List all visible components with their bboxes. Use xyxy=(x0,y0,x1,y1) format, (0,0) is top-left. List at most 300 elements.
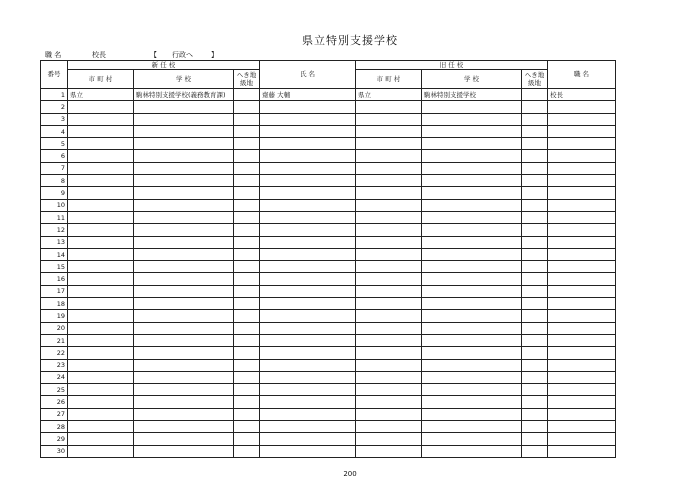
cell-position xyxy=(548,211,616,223)
cell-new-school xyxy=(134,175,234,187)
cell-row-number: 21 xyxy=(41,334,68,346)
cell-new-hekichi xyxy=(234,396,260,408)
cell-name xyxy=(260,285,356,297)
cell-position xyxy=(548,359,616,371)
cell-old-municipality xyxy=(356,187,422,199)
cell-row-number: 16 xyxy=(41,273,68,285)
cell-name xyxy=(260,433,356,445)
cell-new-school xyxy=(134,359,234,371)
shokumei-label: 職 名 xyxy=(45,51,62,59)
cell-new-school xyxy=(134,224,234,236)
cell-new-school xyxy=(134,150,234,162)
cell-row-number: 8 xyxy=(41,175,68,187)
cell-position xyxy=(548,248,616,260)
cell-old-hekichi xyxy=(522,273,548,285)
cell-old-school xyxy=(422,359,522,371)
cell-old-municipality xyxy=(356,421,422,433)
cell-old-hekichi xyxy=(522,89,548,101)
cell-new-municipality xyxy=(68,334,134,346)
cell-name xyxy=(260,199,356,211)
cell-old-hekichi xyxy=(522,322,548,334)
cell-name xyxy=(260,359,356,371)
cell-new-hekichi xyxy=(234,371,260,383)
cell-new-hekichi xyxy=(234,113,260,125)
header-kyuunin: 旧 任 校 xyxy=(356,61,548,70)
table-row xyxy=(41,162,616,174)
table-row xyxy=(41,384,616,396)
cell-row-number: 2 xyxy=(41,101,68,113)
cell-old-school xyxy=(422,285,522,297)
cell-row-number: 3 xyxy=(41,113,68,125)
cell-old-municipality xyxy=(356,285,422,297)
cell-old-hekichi xyxy=(522,113,548,125)
cell-old-municipality xyxy=(356,261,422,273)
table-row xyxy=(41,445,616,457)
cell-old-municipality xyxy=(356,445,422,457)
cell-new-hekichi xyxy=(234,421,260,433)
cell-position xyxy=(548,445,616,457)
cell-old-municipality xyxy=(356,101,422,113)
header-shinnin: 新 任 校 xyxy=(68,61,260,70)
cell-position xyxy=(548,199,616,211)
cell-old-municipality xyxy=(356,408,422,420)
cell-old-municipality xyxy=(356,273,422,285)
bracket-text: 行政へ xyxy=(172,51,193,59)
cell-new-school xyxy=(134,322,234,334)
cell-new-hekichi xyxy=(234,224,260,236)
cell-position xyxy=(548,310,616,322)
cell-position xyxy=(548,285,616,297)
cell-name xyxy=(260,113,356,125)
cell-old-municipality xyxy=(356,113,422,125)
cell-old-hekichi xyxy=(522,433,548,445)
cell-old-school: 駒林特別支援学校 xyxy=(422,89,522,101)
cell-old-school xyxy=(422,408,522,420)
cell-position xyxy=(548,433,616,445)
cell-old-municipality xyxy=(356,125,422,137)
cell-old-municipality xyxy=(356,384,422,396)
table-row xyxy=(41,421,616,433)
bracket-open: 【 xyxy=(150,51,157,59)
cell-old-school xyxy=(422,150,522,162)
cell-new-municipality xyxy=(68,175,134,187)
cell-name xyxy=(260,421,356,433)
cell-new-school xyxy=(134,211,234,223)
cell-name xyxy=(260,175,356,187)
cell-name xyxy=(260,347,356,359)
cell-new-municipality xyxy=(68,408,134,420)
cell-old-municipality xyxy=(356,433,422,445)
cell-position xyxy=(548,125,616,137)
cell-name xyxy=(260,371,356,383)
cell-new-hekichi xyxy=(234,445,260,457)
cell-row-number: 20 xyxy=(41,322,68,334)
cell-position xyxy=(548,273,616,285)
cell-old-hekichi xyxy=(522,445,548,457)
cell-name xyxy=(260,162,356,174)
cell-row-number: 14 xyxy=(41,248,68,260)
cell-name xyxy=(260,101,356,113)
cell-new-municipality xyxy=(68,285,134,297)
bracket-close: 】 xyxy=(211,51,218,59)
cell-row-number: 11 xyxy=(41,211,68,223)
cell-old-school xyxy=(422,433,522,445)
cell-old-school xyxy=(422,334,522,346)
cell-old-hekichi xyxy=(522,421,548,433)
cell-row-number: 5 xyxy=(41,138,68,150)
cell-new-hekichi xyxy=(234,273,260,285)
cell-old-hekichi xyxy=(522,125,548,137)
cell-new-municipality xyxy=(68,433,134,445)
cell-name xyxy=(260,211,356,223)
cell-old-municipality xyxy=(356,138,422,150)
cell-new-school xyxy=(134,261,234,273)
cell-new-school xyxy=(134,384,234,396)
cell-row-number: 13 xyxy=(41,236,68,248)
cell-old-hekichi xyxy=(522,384,548,396)
cell-new-municipality xyxy=(68,421,134,433)
cell-new-school xyxy=(134,298,234,310)
cell-row-number: 22 xyxy=(41,347,68,359)
cell-new-hekichi xyxy=(234,138,260,150)
cell-new-hekichi xyxy=(234,433,260,445)
table-row xyxy=(41,347,616,359)
cell-new-municipality xyxy=(68,224,134,236)
table-row xyxy=(41,211,616,223)
cell-old-hekichi xyxy=(522,162,548,174)
cell-old-hekichi xyxy=(522,224,548,236)
cell-new-school xyxy=(134,125,234,137)
header-shichouson-old: 市 町 村 xyxy=(356,70,422,89)
table-row xyxy=(41,298,616,310)
cell-position xyxy=(548,396,616,408)
table-row xyxy=(41,310,616,322)
header-row-group xyxy=(41,61,616,70)
cell-position xyxy=(548,101,616,113)
cell-position xyxy=(548,322,616,334)
cell-name xyxy=(260,384,356,396)
header-gakkou-old: 学 校 xyxy=(422,70,522,89)
cell-new-school: 駒林特別支援学校(義務教育課) xyxy=(134,89,234,101)
cell-position: 校長 xyxy=(548,89,616,101)
cell-name xyxy=(260,236,356,248)
cell-old-municipality xyxy=(356,199,422,211)
cell-new-hekichi xyxy=(234,408,260,420)
cell-row-number: 28 xyxy=(41,421,68,433)
cell-old-school xyxy=(422,113,522,125)
cell-old-hekichi xyxy=(522,261,548,273)
table-row xyxy=(41,150,616,162)
cell-old-hekichi xyxy=(522,334,548,346)
cell-name xyxy=(260,138,356,150)
cell-name xyxy=(260,445,356,457)
cell-new-municipality xyxy=(68,138,134,150)
header-shokumei: 職 名 xyxy=(548,61,616,89)
cell-old-municipality xyxy=(356,396,422,408)
cell-new-school xyxy=(134,408,234,420)
cell-old-hekichi xyxy=(522,285,548,297)
cell-old-school xyxy=(422,347,522,359)
table-row xyxy=(41,248,616,260)
cell-new-municipality xyxy=(68,150,134,162)
cell-old-municipality xyxy=(356,224,422,236)
cell-old-hekichi xyxy=(522,347,548,359)
cell-old-municipality xyxy=(356,371,422,383)
cell-position xyxy=(548,150,616,162)
cell-old-municipality xyxy=(356,322,422,334)
cell-new-school xyxy=(134,445,234,457)
cell-name xyxy=(260,248,356,260)
cell-old-hekichi xyxy=(522,298,548,310)
cell-position xyxy=(548,162,616,174)
cell-new-municipality xyxy=(68,273,134,285)
cell-new-municipality xyxy=(68,199,134,211)
cell-name xyxy=(260,187,356,199)
cell-old-hekichi xyxy=(522,408,548,420)
cell-new-municipality xyxy=(68,248,134,260)
cell-position xyxy=(548,347,616,359)
cell-name xyxy=(260,408,356,420)
cell-position xyxy=(548,371,616,383)
cell-new-hekichi xyxy=(234,322,260,334)
cell-old-hekichi xyxy=(522,175,548,187)
cell-new-municipality xyxy=(68,396,134,408)
cell-new-school xyxy=(134,334,234,346)
cell-new-municipality xyxy=(68,371,134,383)
cell-new-school xyxy=(134,113,234,125)
cell-new-municipality xyxy=(68,125,134,137)
cell-old-hekichi xyxy=(522,248,548,260)
cell-name xyxy=(260,322,356,334)
cell-new-hekichi xyxy=(234,285,260,297)
cell-new-municipality xyxy=(68,236,134,248)
cell-old-municipality xyxy=(356,310,422,322)
header-shichouson: 市 町 村 xyxy=(68,70,134,89)
cell-new-municipality xyxy=(68,359,134,371)
table-row xyxy=(41,285,616,297)
cell-new-school xyxy=(134,347,234,359)
cell-name xyxy=(260,334,356,346)
cell-new-school xyxy=(134,187,234,199)
table-row xyxy=(41,396,616,408)
header-hekichi-old: へき地級地 xyxy=(522,70,548,89)
cell-name xyxy=(260,125,356,137)
cell-new-school xyxy=(134,248,234,260)
cell-new-hekichi xyxy=(234,236,260,248)
cell-new-hekichi xyxy=(234,384,260,396)
page-number: 200 xyxy=(343,470,357,478)
cell-old-hekichi xyxy=(522,187,548,199)
cell-row-number: 12 xyxy=(41,224,68,236)
cell-old-school xyxy=(422,162,522,174)
table-row xyxy=(41,125,616,137)
cell-old-school xyxy=(422,248,522,260)
cell-old-school xyxy=(422,322,522,334)
cell-new-municipality xyxy=(68,310,134,322)
cell-new-municipality xyxy=(68,261,134,273)
cell-new-hekichi xyxy=(234,248,260,260)
cell-row-number: 30 xyxy=(41,445,68,457)
cell-old-hekichi xyxy=(522,310,548,322)
cell-name xyxy=(260,396,356,408)
table-row xyxy=(41,359,616,371)
cell-old-school xyxy=(422,371,522,383)
cell-new-hekichi xyxy=(234,334,260,346)
cell-row-number: 27 xyxy=(41,408,68,420)
cell-old-municipality xyxy=(356,298,422,310)
cell-old-municipality xyxy=(356,175,422,187)
cell-new-school xyxy=(134,433,234,445)
cell-row-number: 1 xyxy=(41,89,68,101)
cell-new-school xyxy=(134,236,234,248)
cell-old-hekichi xyxy=(522,211,548,223)
cell-new-school xyxy=(134,285,234,297)
cell-new-municipality xyxy=(68,113,134,125)
cell-row-number: 10 xyxy=(41,199,68,211)
cell-old-municipality xyxy=(356,334,422,346)
cell-new-municipality xyxy=(68,445,134,457)
cell-new-municipality xyxy=(68,187,134,199)
cell-row-number: 29 xyxy=(41,433,68,445)
cell-old-hekichi xyxy=(522,236,548,248)
cell-new-hekichi xyxy=(234,199,260,211)
cell-new-municipality xyxy=(68,211,134,223)
cell-old-school xyxy=(422,175,522,187)
cell-old-hekichi xyxy=(522,150,548,162)
cell-position xyxy=(548,334,616,346)
cell-row-number: 4 xyxy=(41,125,68,137)
cell-new-school xyxy=(134,101,234,113)
cell-old-school xyxy=(422,261,522,273)
cell-old-school xyxy=(422,445,522,457)
cell-new-hekichi xyxy=(234,101,260,113)
cell-old-municipality xyxy=(356,347,422,359)
header-hekichi: へき地級地 xyxy=(234,70,260,89)
cell-row-number: 15 xyxy=(41,261,68,273)
cell-old-school xyxy=(422,421,522,433)
cell-new-hekichi xyxy=(234,310,260,322)
cell-new-municipality: 県立 xyxy=(68,89,134,101)
table-row xyxy=(41,101,616,113)
table-row xyxy=(41,433,616,445)
cell-old-school xyxy=(422,298,522,310)
cell-new-school xyxy=(134,371,234,383)
cell-new-school xyxy=(134,138,234,150)
cell-old-school xyxy=(422,187,522,199)
cell-old-school xyxy=(422,125,522,137)
cell-new-school xyxy=(134,396,234,408)
cell-position xyxy=(548,187,616,199)
cell-old-hekichi xyxy=(522,359,548,371)
cell-new-municipality xyxy=(68,298,134,310)
cell-row-number: 19 xyxy=(41,310,68,322)
cell-old-school xyxy=(422,138,522,150)
cell-new-hekichi xyxy=(234,187,260,199)
cell-old-municipality xyxy=(356,211,422,223)
cell-position xyxy=(548,408,616,420)
cell-old-school xyxy=(422,310,522,322)
cell-new-municipality xyxy=(68,322,134,334)
cell-row-number: 7 xyxy=(41,162,68,174)
cell-name xyxy=(260,273,356,285)
table-row xyxy=(41,322,616,334)
table-row xyxy=(41,334,616,346)
cell-old-municipality xyxy=(356,236,422,248)
cell-position xyxy=(548,261,616,273)
cell-old-municipality xyxy=(356,162,422,174)
cell-name xyxy=(260,298,356,310)
cell-position xyxy=(548,138,616,150)
cell-position xyxy=(548,236,616,248)
header-shimei: 氏 名 xyxy=(260,61,356,89)
cell-new-school xyxy=(134,310,234,322)
table-row xyxy=(41,236,616,248)
cell-name xyxy=(260,150,356,162)
cell-old-hekichi xyxy=(522,138,548,150)
cell-new-hekichi xyxy=(234,89,260,101)
cell-new-hekichi xyxy=(234,175,260,187)
cell-old-hekichi xyxy=(522,396,548,408)
table-row xyxy=(41,175,616,187)
table-row xyxy=(41,138,616,150)
cell-row-number: 9 xyxy=(41,187,68,199)
cell-position xyxy=(548,113,616,125)
cell-position xyxy=(548,175,616,187)
table-row xyxy=(41,408,616,420)
table-row xyxy=(41,199,616,211)
cell-name xyxy=(260,310,356,322)
header-bango: 番号 xyxy=(41,61,68,89)
cell-new-school xyxy=(134,273,234,285)
cell-old-school xyxy=(422,384,522,396)
cell-new-hekichi xyxy=(234,261,260,273)
cell-row-number: 6 xyxy=(41,150,68,162)
cell-new-school xyxy=(134,162,234,174)
cell-old-school xyxy=(422,396,522,408)
cell-new-municipality xyxy=(68,101,134,113)
cell-old-school xyxy=(422,211,522,223)
cell-row-number: 26 xyxy=(41,396,68,408)
cell-new-hekichi xyxy=(234,347,260,359)
cell-old-school xyxy=(422,273,522,285)
cell-old-municipality: 県立 xyxy=(356,89,422,101)
cell-old-school xyxy=(422,199,522,211)
cell-row-number: 24 xyxy=(41,371,68,383)
cell-old-municipality xyxy=(356,359,422,371)
cell-new-hekichi xyxy=(234,162,260,174)
table-row xyxy=(41,89,616,101)
transfer-table xyxy=(40,60,616,458)
cell-old-school xyxy=(422,101,522,113)
cell-new-school xyxy=(134,421,234,433)
table-row xyxy=(41,187,616,199)
cell-old-municipality xyxy=(356,248,422,260)
cell-new-hekichi xyxy=(234,211,260,223)
cell-name: 齋藤 大輔 xyxy=(260,89,356,101)
cell-new-municipality xyxy=(68,347,134,359)
table-row xyxy=(41,224,616,236)
document-title: 県立特別支援学校 xyxy=(302,34,398,47)
cell-position xyxy=(548,384,616,396)
cell-new-hekichi xyxy=(234,359,260,371)
cell-new-hekichi xyxy=(234,298,260,310)
header-gakkou: 学 校 xyxy=(134,70,234,89)
cell-new-municipality xyxy=(68,162,134,174)
table-row xyxy=(41,273,616,285)
shokumei-value: 校長 xyxy=(92,51,106,59)
table-row xyxy=(41,371,616,383)
table-row xyxy=(41,113,616,125)
